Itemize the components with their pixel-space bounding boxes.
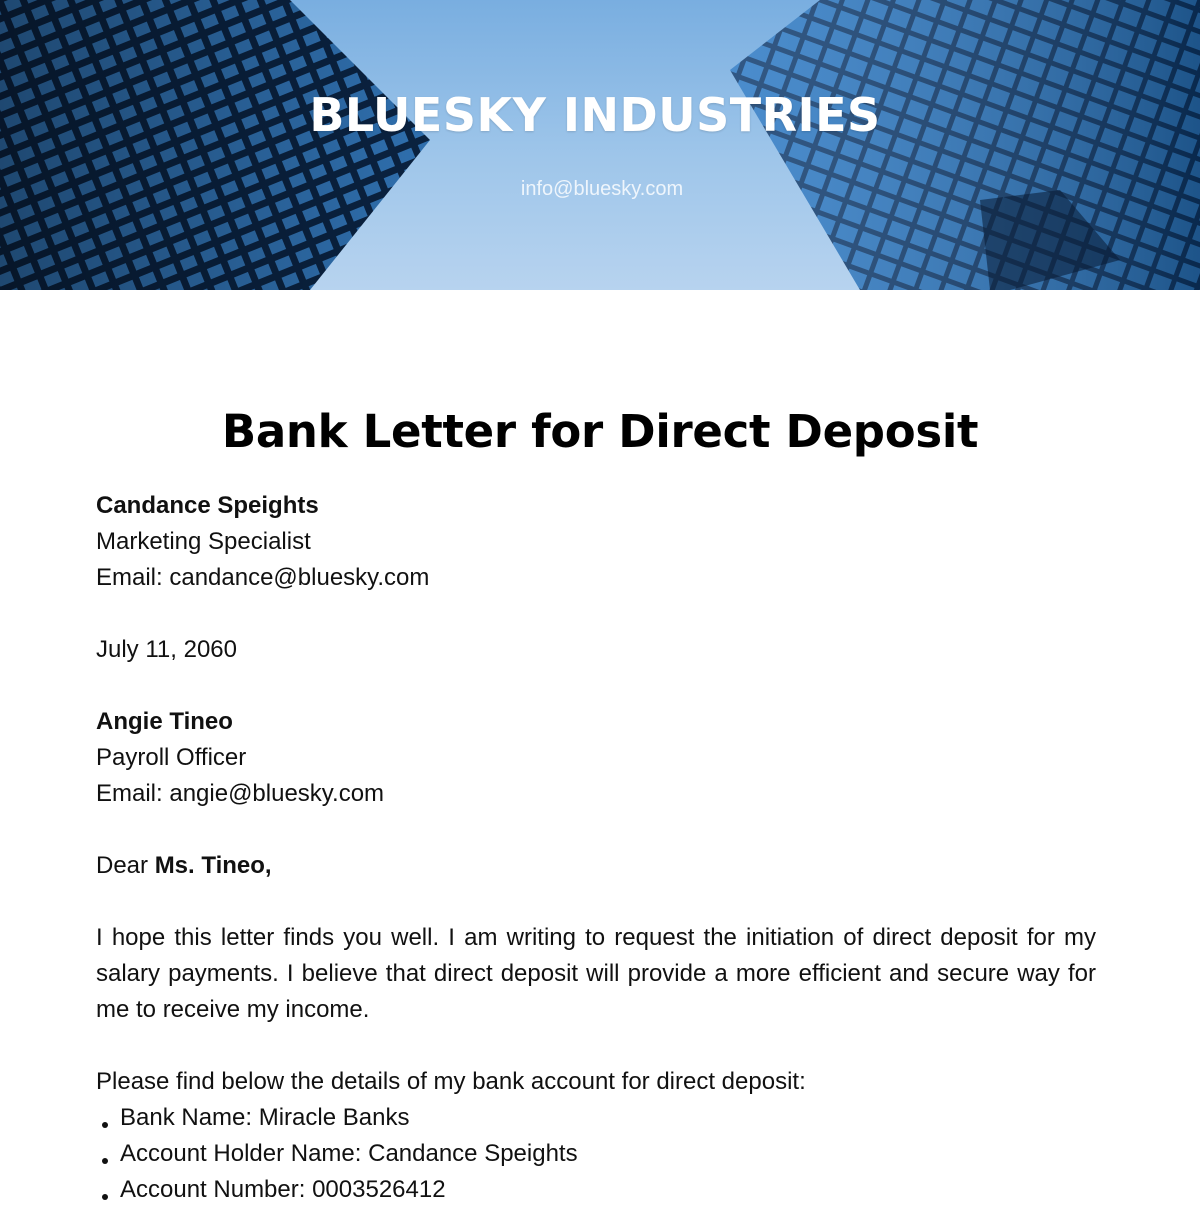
sender-email: Email: candance@bluesky.com xyxy=(96,564,430,591)
skyscraper-background-image xyxy=(0,0,1200,290)
list-item: Account Number: 0003526412 xyxy=(96,1172,1096,1208)
salutation-prefix: Dear xyxy=(96,852,155,879)
details-intro: Please find below the details of my bank account for direct deposit: xyxy=(96,1068,806,1095)
recipient-position: Payroll Officer xyxy=(96,744,247,771)
letter-body xyxy=(96,488,1096,1208)
sender-name: Candance Speights xyxy=(96,492,319,519)
salutation xyxy=(96,848,1096,884)
intro-paragraph: I hope this letter finds you well. I am writing to request the initiation of direct deposit for my salary payments. I believe that direct deposit will provide a more efficient and secure way for me to receive my income. xyxy=(96,924,1096,1023)
document-title: Bank Letter for Direct Deposit xyxy=(221,405,979,458)
letter-date: July 11, 2060 xyxy=(96,636,237,663)
sender-position: Marketing Specialist xyxy=(96,528,311,555)
salutation-name: Ms. Tineo, xyxy=(154,852,272,879)
header-banner xyxy=(0,0,1200,290)
company-email: info@bluesky.com xyxy=(520,178,684,200)
company-name: BLUESKY INDUSTRIES xyxy=(309,88,881,142)
list-item: Bank Name: Miracle Banks xyxy=(96,1100,1096,1136)
recipient-name: Angie Tineo xyxy=(96,708,233,735)
list-item: Account Holder Name: Candance Speights xyxy=(96,1136,1096,1172)
bank-details-list xyxy=(96,1100,1096,1208)
recipient-email: Email: angie@bluesky.com xyxy=(96,780,385,807)
